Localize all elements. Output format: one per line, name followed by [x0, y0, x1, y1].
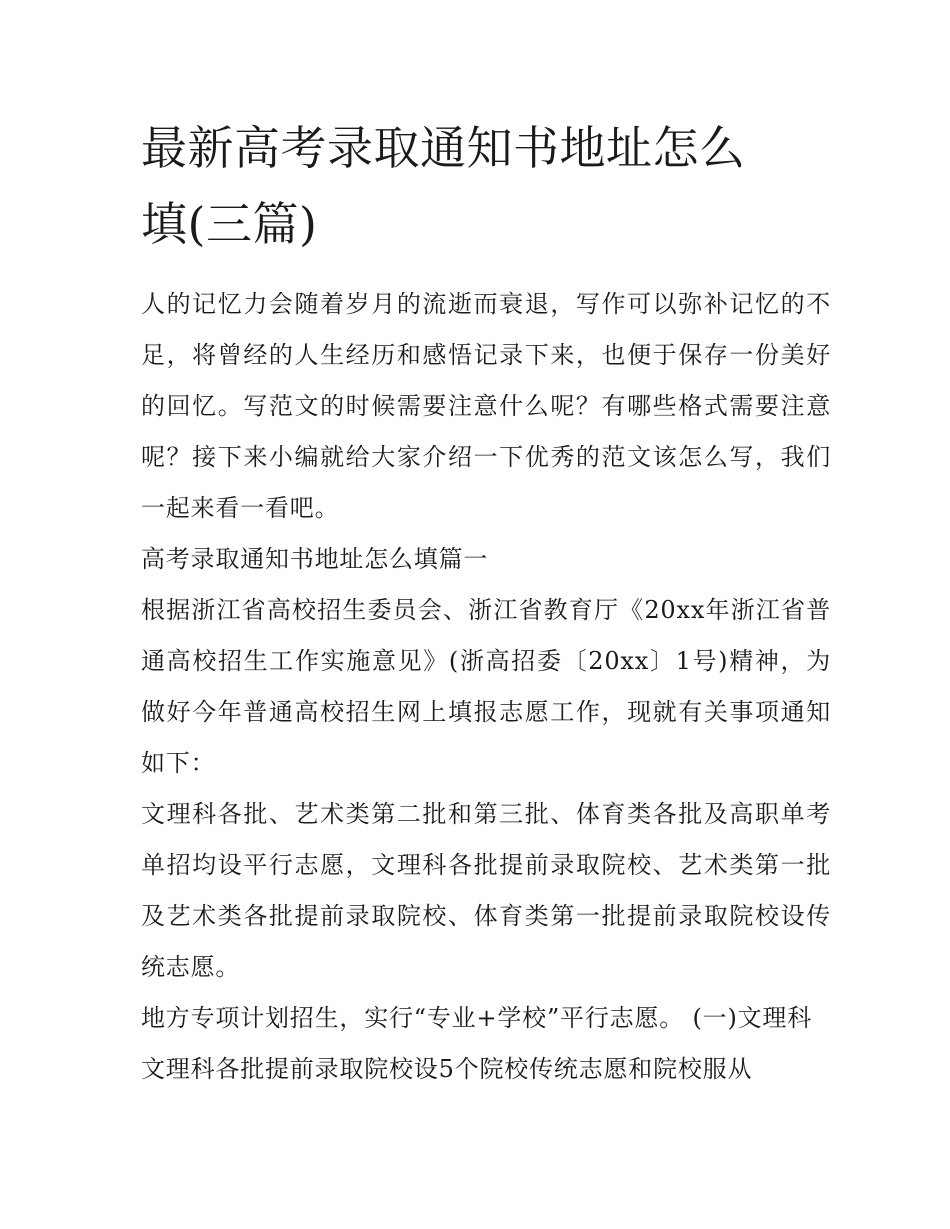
body-paragraph: 地方专项计划招生，实行“专业+学校”平行志愿。 (一)文理科: [141, 1004, 813, 1032]
body-paragraph: 文理科各批提前录取院校设5个院校传统志愿和院校服从: [141, 1055, 753, 1083]
document-title: [141, 110, 831, 262]
document-body: [141, 279, 831, 1095]
body-paragraph: 文理科各批、艺术类第二批和第三批、体育类各批及高职单考单招均设平行志愿，文理科各批提前录取院校、艺术类第一批及艺术类各批提前录取院校、体育类第一批提前录取院校设传统志愿。: [141, 800, 831, 981]
section-heading: 高考录取通知书地址怎么填篇一: [141, 545, 489, 573]
document-content: [141, 110, 831, 1095]
title-line-1: 最新高考录取通知书地址怎么: [141, 121, 746, 175]
title-line-2: 填(三篇): [141, 197, 318, 251]
intro-paragraph: 人的记忆力会随着岁月的流逝而衰退，写作可以弥补记忆的不足，将曾经的人生经历和感悟记录下来，也便于保存一份美好的回忆。写范文的时候需要注意什么呢？有哪些格式需要注意呢？接下来小编就给大家介绍一下优秀的范文该怎么写，我们一起来看一看吧。: [141, 290, 831, 522]
body-paragraph: 根据浙江省高校招生委员会、浙江省教育厅《20xx年浙江省普通高校招生工作实施意见》(浙高招委〔20xx〕1号)精神，为做好今年普通高校招生网上填报志愿工作，现就有关事项通知如下：: [141, 596, 831, 777]
